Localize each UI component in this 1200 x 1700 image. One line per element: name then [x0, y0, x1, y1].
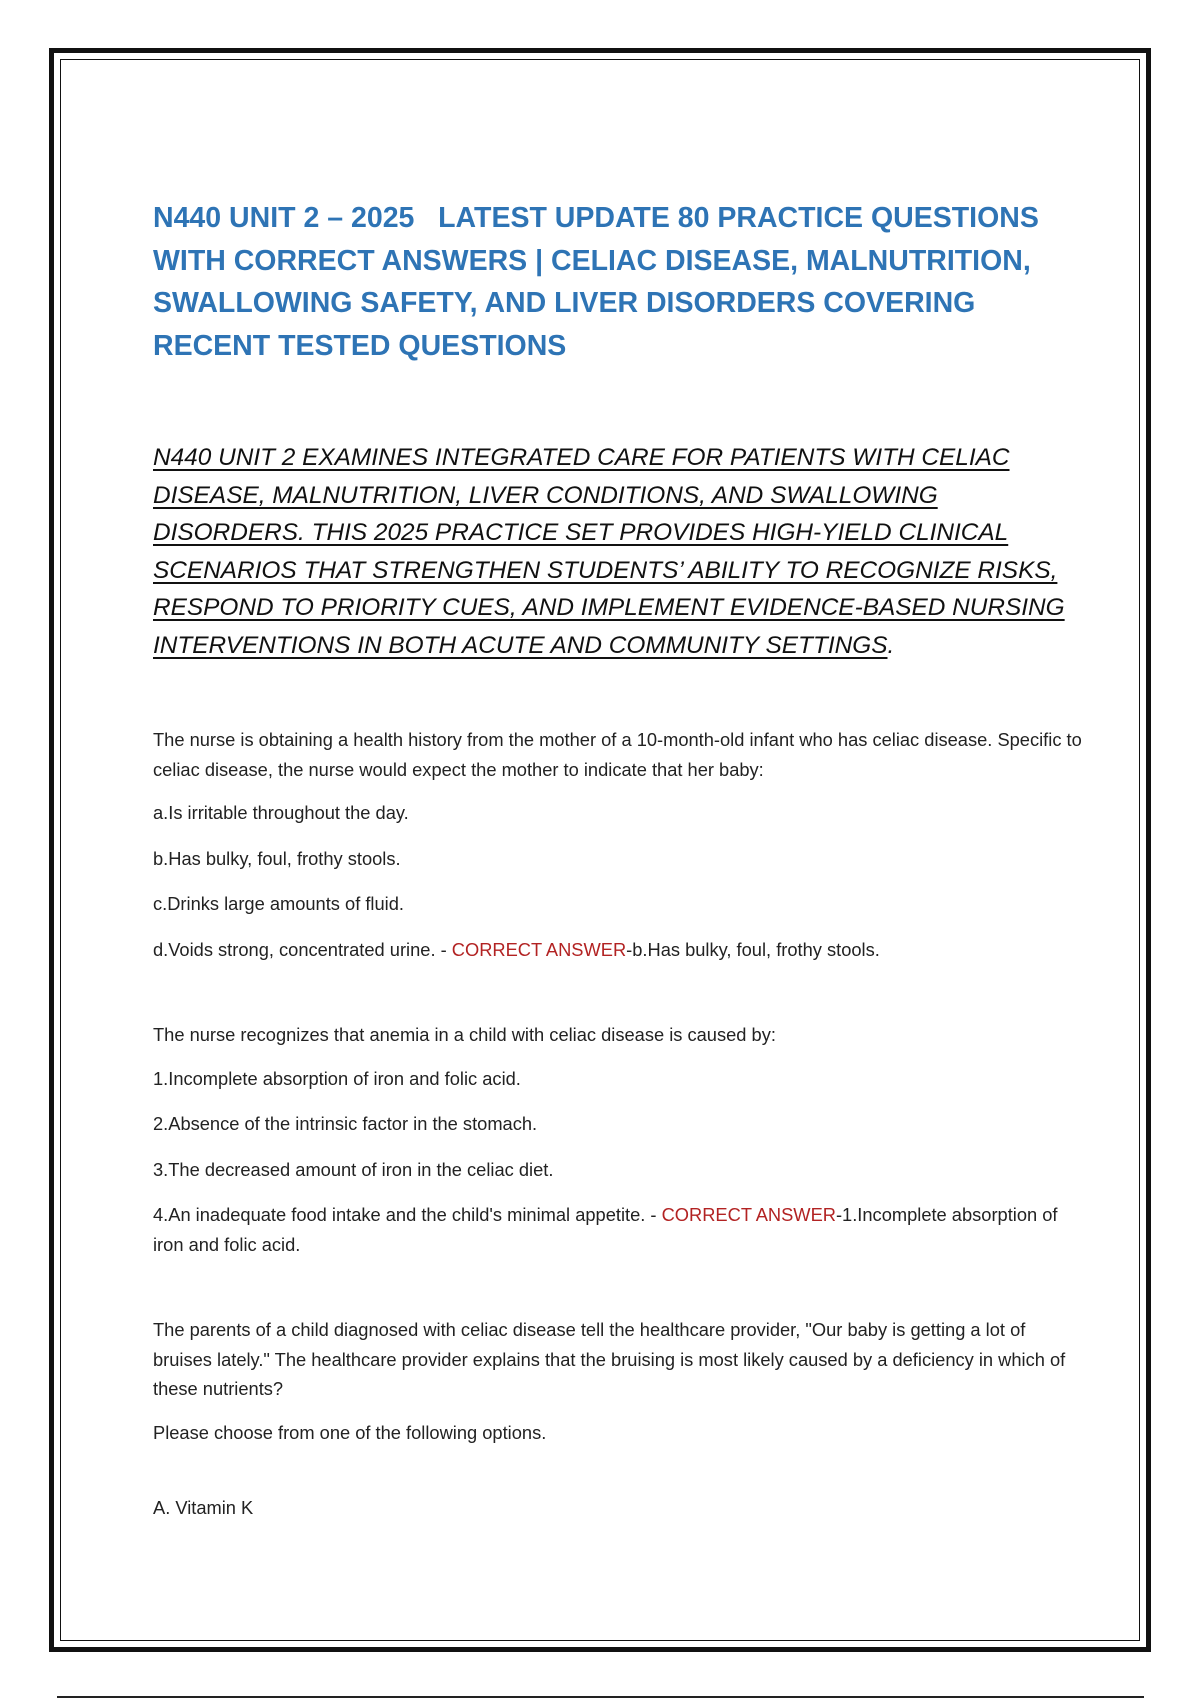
answer-option-with-answer [153, 935, 1093, 965]
correct-answer-text: -1.Incomplete absorption of iron and folic acid. [153, 1204, 1058, 1255]
document-title: N440 UNIT 2 – 2025 LATEST UPDATE 80 PRACTICE QUESTIONS WITH CORRECT ANSWERS | CELIAC DISEASE, MALNUTRITION, SWALLOWING SAFETY, AND LIVER DISORDERS COVERING RECENT TESTED QUESTIONS [153, 202, 1047, 362]
page-border-outer [49, 48, 1151, 1652]
intro-text: N440 UNIT 2 EXAMINES INTEGRATED CARE FOR PATIENTS WITH CELIAC DISEASE, MALNUTRITION, LIVER CONDITIONS, AND SWALLOWING DISORDERS. THIS 2025 PRACTICE SET PROVIDES HIGH-YIELD CLINICAL SCENARIOS THAT STRENGTHEN STUDENTS’ ABILITY TO RECOGNIZE RISKS, RESPOND TO PRIORITY CUES, AND IMPLEMENT EVIDENCE-BASED NURSING INTERVENTIONS IN BOTH ACUTE AND COMMUNITY SETTINGS [153, 444, 1065, 659]
answer-option: 1.Incomplete absorption of iron and folic acid. [153, 1067, 521, 1089]
answer-option: c.Drinks large amounts of fluid. [153, 893, 404, 914]
question-stem: The nurse recognizes that anemia in a child with celiac disease is caused by: [153, 1024, 776, 1045]
answer-option-text: 4.An inadequate food intake and the child's minimal appetite. - [153, 1204, 662, 1225]
question-1 [153, 725, 1093, 964]
question-stem: The parents of a child diagnosed with celiac disease tell the healthcare provider, "Our baby is getting a lot of bruises lately." The healthcare provider explains that the bruising is most likely caused by a deficiency in which of these nutrients? [153, 1319, 1066, 1399]
document-intro [153, 439, 1083, 664]
question-3 [153, 1315, 1093, 1523]
document-content [153, 197, 1093, 1539]
correct-answer-label: CORRECT ANSWER [451, 938, 627, 960]
page-border-inner [60, 59, 1140, 1641]
answer-option: a.Is irritable throughout the day. [153, 802, 409, 823]
answer-option-text: d.Voids strong, concentrated urine. - [153, 938, 452, 960]
answer-option: 3.The decreased amount of iron in the celiac diet. [153, 1158, 554, 1180]
answer-option-with-answer [153, 1200, 1093, 1259]
answer-option: 2.Absence of the intrinsic factor in the stomach. [153, 1113, 538, 1134]
question-2 [153, 1020, 1093, 1259]
answer-option: b.Has bulky, foul, frothy stools. [153, 847, 401, 869]
page-bottom-rule [57, 1696, 1144, 1698]
question-stem: The nurse is obtaining a health history from the mother of a 10-month-old infant who has celiac disease. Specific to celiac disease, the nurse would expect the mother to indicate that her baby: [153, 729, 1082, 780]
intro-period: . [887, 631, 895, 659]
correct-answer-text: -b.Has bulky, foul, frothy stools. [626, 938, 880, 960]
correct-answer-label: CORRECT ANSWER [661, 1204, 836, 1225]
answer-option: A. Vitamin K [153, 1497, 254, 1518]
question-prompt: Please choose from one of the following options. [153, 1421, 547, 1443]
